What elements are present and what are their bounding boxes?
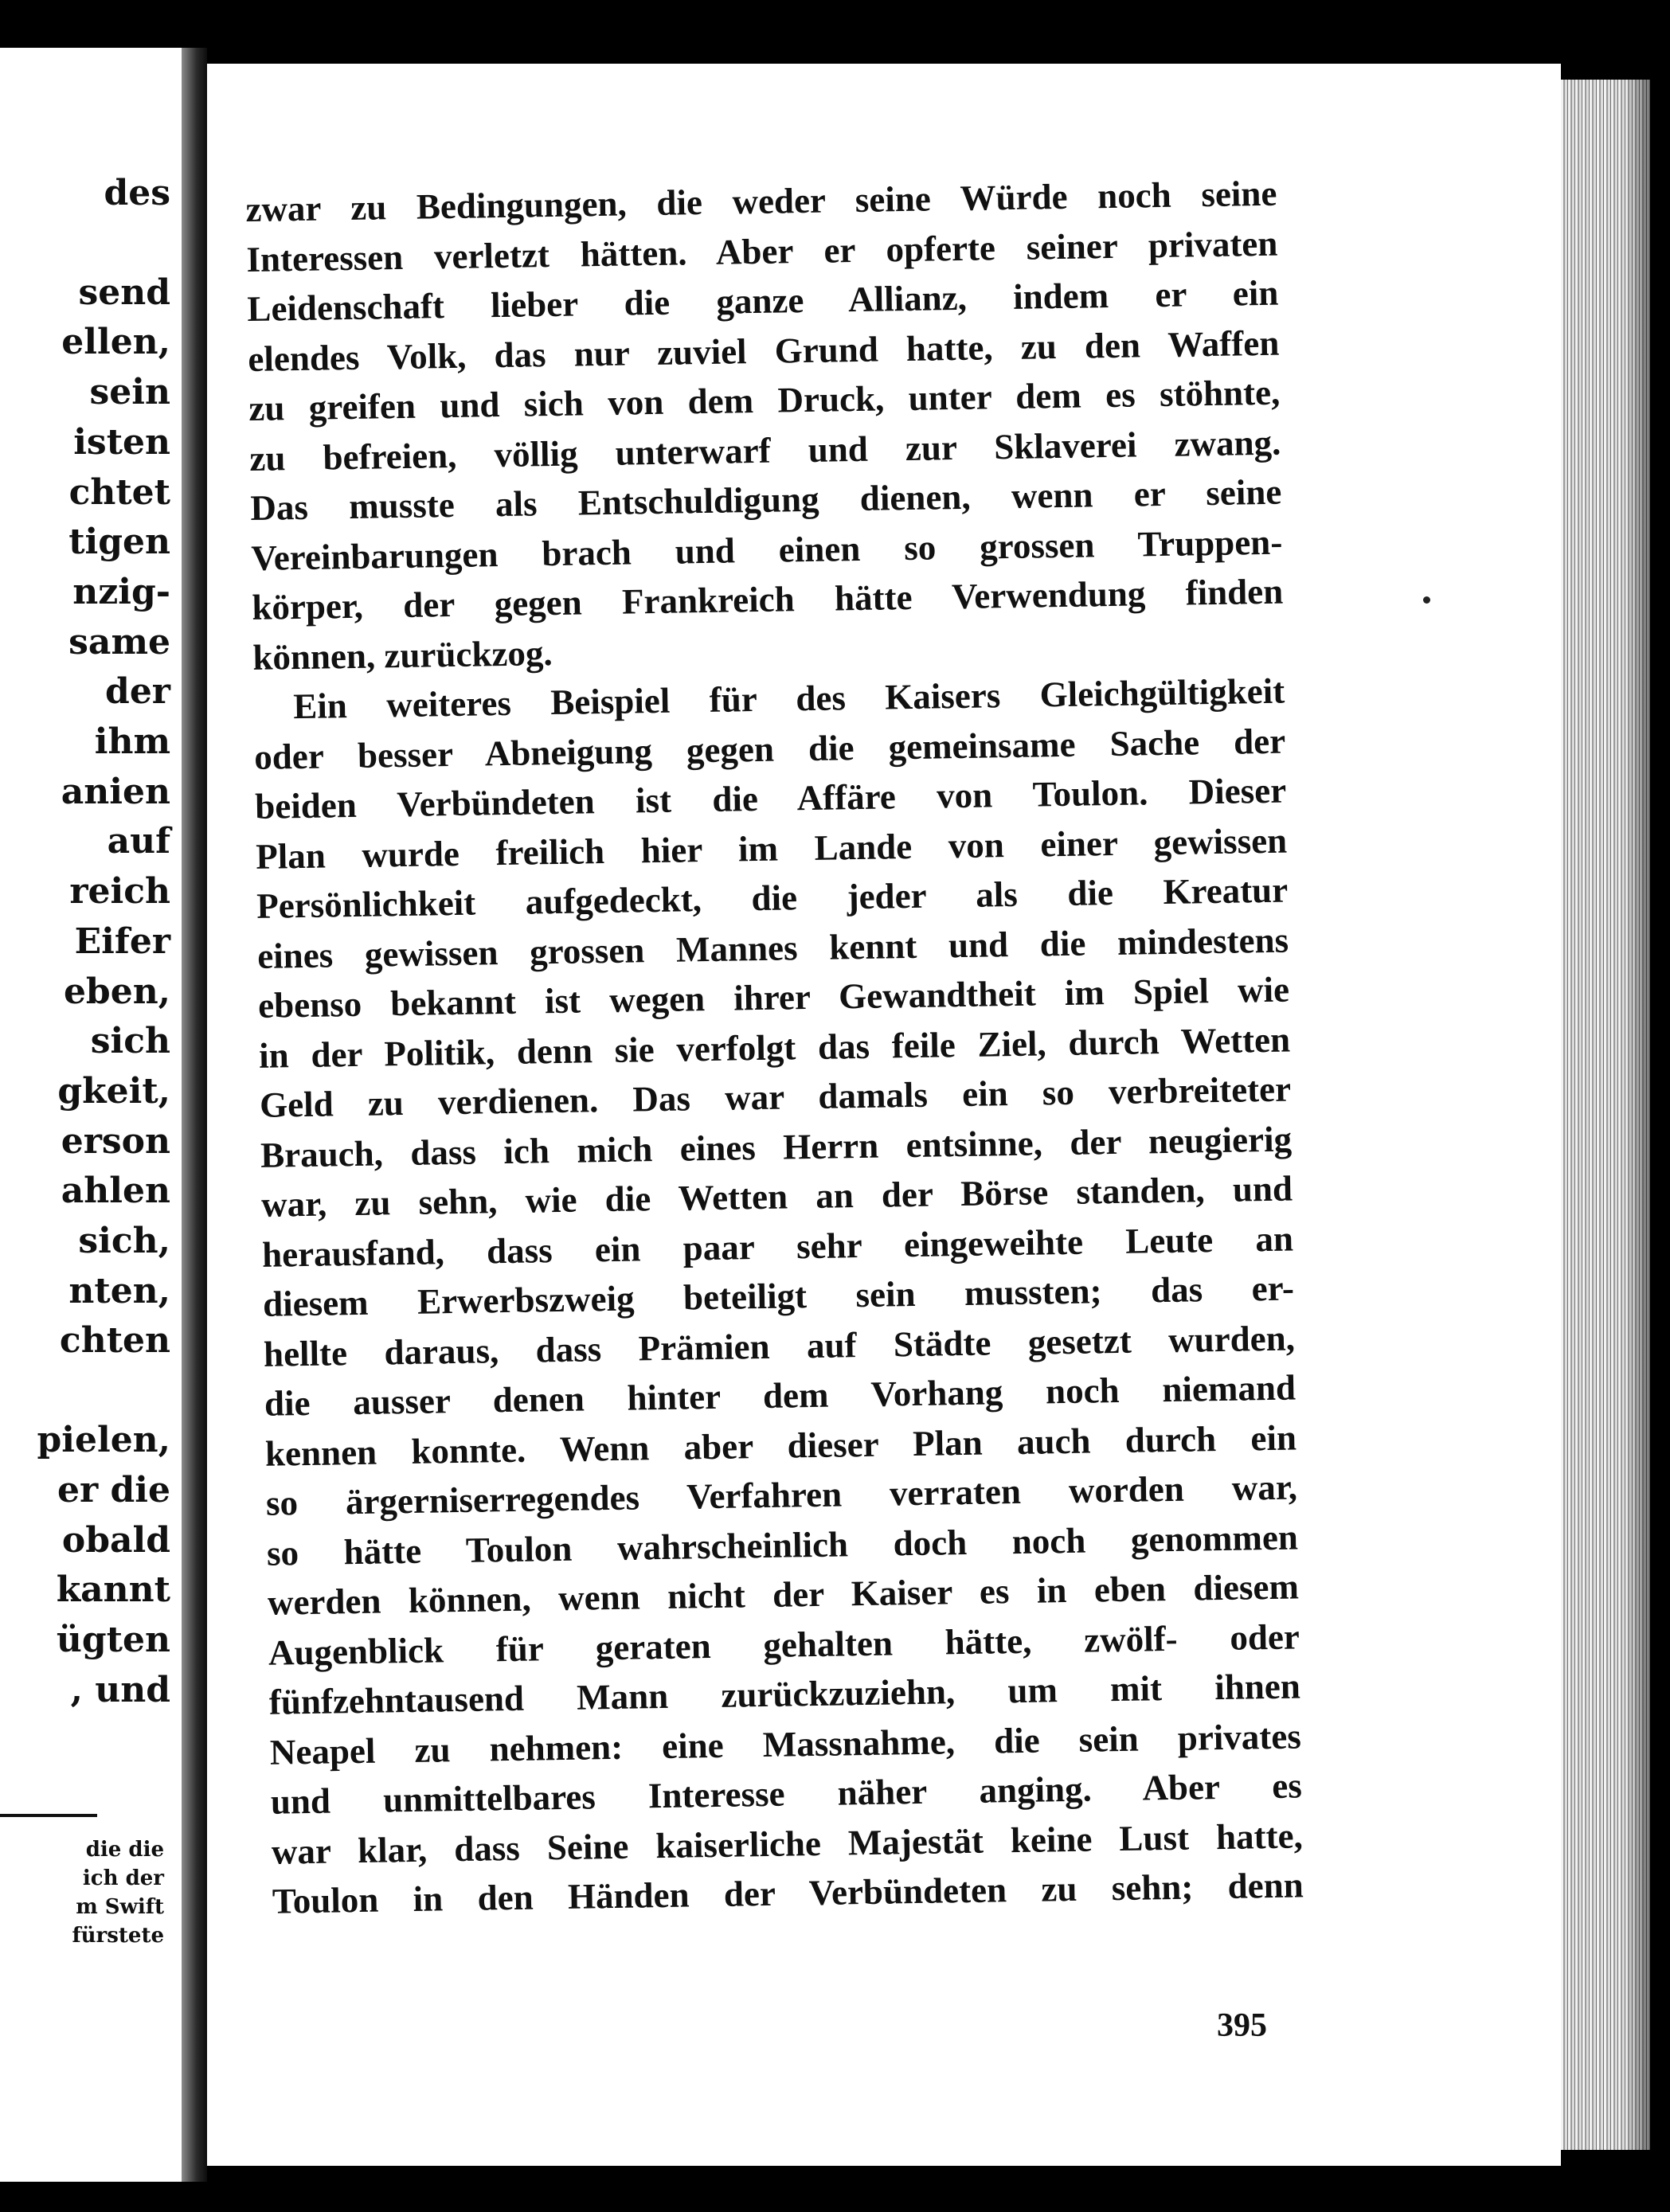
fragment-line: , und <box>70 1669 170 1710</box>
text-line: zu befreien, völlig unterwarf und zur Sklaverei zwang. <box>249 422 1281 479</box>
fragment-line: gkeit, <box>57 1070 170 1112</box>
footnote-rule <box>0 1814 97 1817</box>
text-line: Augenblick für geraten gehalten hätte, zwölf- oder <box>268 1616 1300 1673</box>
text-line: Leidenschaft lieber die ganze Allianz, indem er ein <box>247 272 1279 329</box>
fragment-line: erson <box>61 1120 170 1162</box>
fragment-line: ellen, <box>61 322 170 363</box>
text-line: war klar, dass Seine kaiserliche Majestät keine Lust hatte, <box>271 1815 1304 1872</box>
text-line: hellte daraus, dass Prämien auf Städte gesetzt wurden, <box>263 1317 1296 1374</box>
text-line: Toulon in den Händen der Verbündeten zu sehn; denn <box>272 1865 1304 1921</box>
page-body-text <box>245 169 1304 1927</box>
fragment-line: ügten <box>56 1619 170 1660</box>
scan-speck <box>1423 596 1430 604</box>
text-line: beiden Verbündeten ist die Affäre von Toulon. Dieser <box>254 770 1287 827</box>
fragment-line <box>37 219 171 268</box>
text-line: eines gewissen grossen Mannes kennt und die mindestens <box>256 920 1289 976</box>
text-line: in der Politik, denn sie verfolgt das feile Ziel, durch Wetten <box>258 1019 1291 1076</box>
footnote-fragment-line: ich der <box>82 1866 164 1890</box>
previous-page-line-endings <box>37 169 171 1715</box>
fragment-line: chten <box>59 1320 170 1362</box>
fragment-line: same <box>68 621 170 662</box>
fragment-line: isten <box>73 421 170 463</box>
text-line: Plan wurde freilich hier im Lande von einer gewissen <box>255 820 1288 877</box>
text-line: ebenso bekannt ist wegen ihrer Gewandtheit im Spiel wie <box>257 969 1290 1026</box>
fragment-line: nzig- <box>72 571 170 612</box>
book-page <box>207 64 1561 2166</box>
text-line: Vereinbarungen brach und einen so grossen Truppen- <box>250 522 1283 578</box>
fragment-line: auf <box>107 821 170 862</box>
page-edges-shadow <box>1625 80 1670 2150</box>
fragment-line: Eifer <box>74 920 170 962</box>
text-line: Neapel zu nehmen: eine Massnahme, die sein privates <box>269 1715 1302 1772</box>
text-line: Ein weiteres Beispiel für des Kaisers Gleichgültigkeit <box>292 670 1285 727</box>
fragment-line <box>37 1366 171 1416</box>
fragment-line: ahlen <box>61 1170 170 1212</box>
fragment-line: chtet <box>68 471 170 513</box>
footnote-fragment-line: m Swift <box>76 1895 164 1919</box>
text-line: oder besser Abneigung gegen die gemeinsame Sache der <box>253 721 1286 777</box>
previous-page-fragment <box>0 48 182 2182</box>
text-line: Interessen verletzt hätten. Aber er opferte seiner privaten <box>246 223 1278 279</box>
fragment-line: send <box>78 272 170 313</box>
fragment-line: tigen <box>68 522 170 563</box>
fragment-line: er die <box>57 1469 170 1510</box>
text-line: so ärgerniserregendes Verfahren verraten worden war, <box>265 1467 1298 1523</box>
fragment-line: der <box>105 671 170 713</box>
text-line: und unmittelbares Interesse näher anging. Aber es <box>270 1765 1303 1822</box>
fragment-line: obald <box>61 1519 170 1561</box>
book-gutter <box>182 48 207 2182</box>
text-line: die ausser denen hinter dem Vorhang noch niemand <box>264 1367 1296 1424</box>
text-line: Persönlichkeit aufgedeckt, die jeder als die Kreatur <box>256 870 1289 926</box>
fragment-line: ihm <box>94 721 170 763</box>
text-line: zwar zu Bedingungen, die weder seine Würde noch seine <box>245 173 1277 229</box>
fragment-line: reich <box>69 871 170 913</box>
text-line: Brauch, dass ich mich eines Herrn entsinne, der neugierig <box>260 1119 1293 1175</box>
text-line: Das musste als Entschuldigung dienen, wenn er seine <box>249 471 1282 528</box>
text-line: zu greifen und sich von dem Druck, unter dem es stöhnte, <box>248 372 1281 428</box>
previous-page-footnote-fragment <box>72 1835 164 1950</box>
text-line: elendes Volk, das nur zuviel Grund hatte, zu den Waffen <box>248 322 1280 379</box>
fragment-line: nten, <box>68 1270 170 1311</box>
fragment-line: anien <box>61 771 170 812</box>
text-line: werden können, wenn nicht der Kaiser es in eben diesem <box>267 1566 1300 1623</box>
footnote-fragment-line: die die <box>85 1838 164 1862</box>
text-line: können, zurückzog. <box>252 632 553 678</box>
fragment-line: eben, <box>63 971 170 1012</box>
text-line: Geld zu verdienen. Das war damals ein so verbreiteter <box>259 1069 1292 1125</box>
text-line: kennen konnte. Wenn aber dieser Plan auch durch ein <box>264 1417 1297 1474</box>
fragment-line: sich <box>90 1021 170 1062</box>
fragment-line: kannt <box>56 1569 170 1611</box>
text-line: diesem Erwerbszweig beteiligt sein mussten; das er- <box>262 1268 1295 1324</box>
fragment-line: sein <box>89 372 170 413</box>
fragment-line: des <box>104 173 170 213</box>
fragment-line: pielen, <box>37 1420 170 1461</box>
text-line: körper, der gegen Frankreich hätte Verwendung finden <box>251 571 1284 627</box>
page-number: 395 <box>1217 2007 1267 2044</box>
text-line: herausfand, dass ein paar sehr eingeweihte Leute an <box>261 1217 1294 1275</box>
footnote-fragment-line: fürstete <box>72 1924 164 1948</box>
text-line: war, zu sehn, wie die Wetten an der Börse standen, und <box>260 1168 1293 1225</box>
text-line: so hätte Toulon wahrscheinlich doch noch genommen <box>266 1516 1299 1573</box>
fragment-line: sich, <box>78 1221 170 1262</box>
text-line: fünfzehntausend Mann zurückzuziehn, um mit ihnen <box>268 1666 1301 1722</box>
